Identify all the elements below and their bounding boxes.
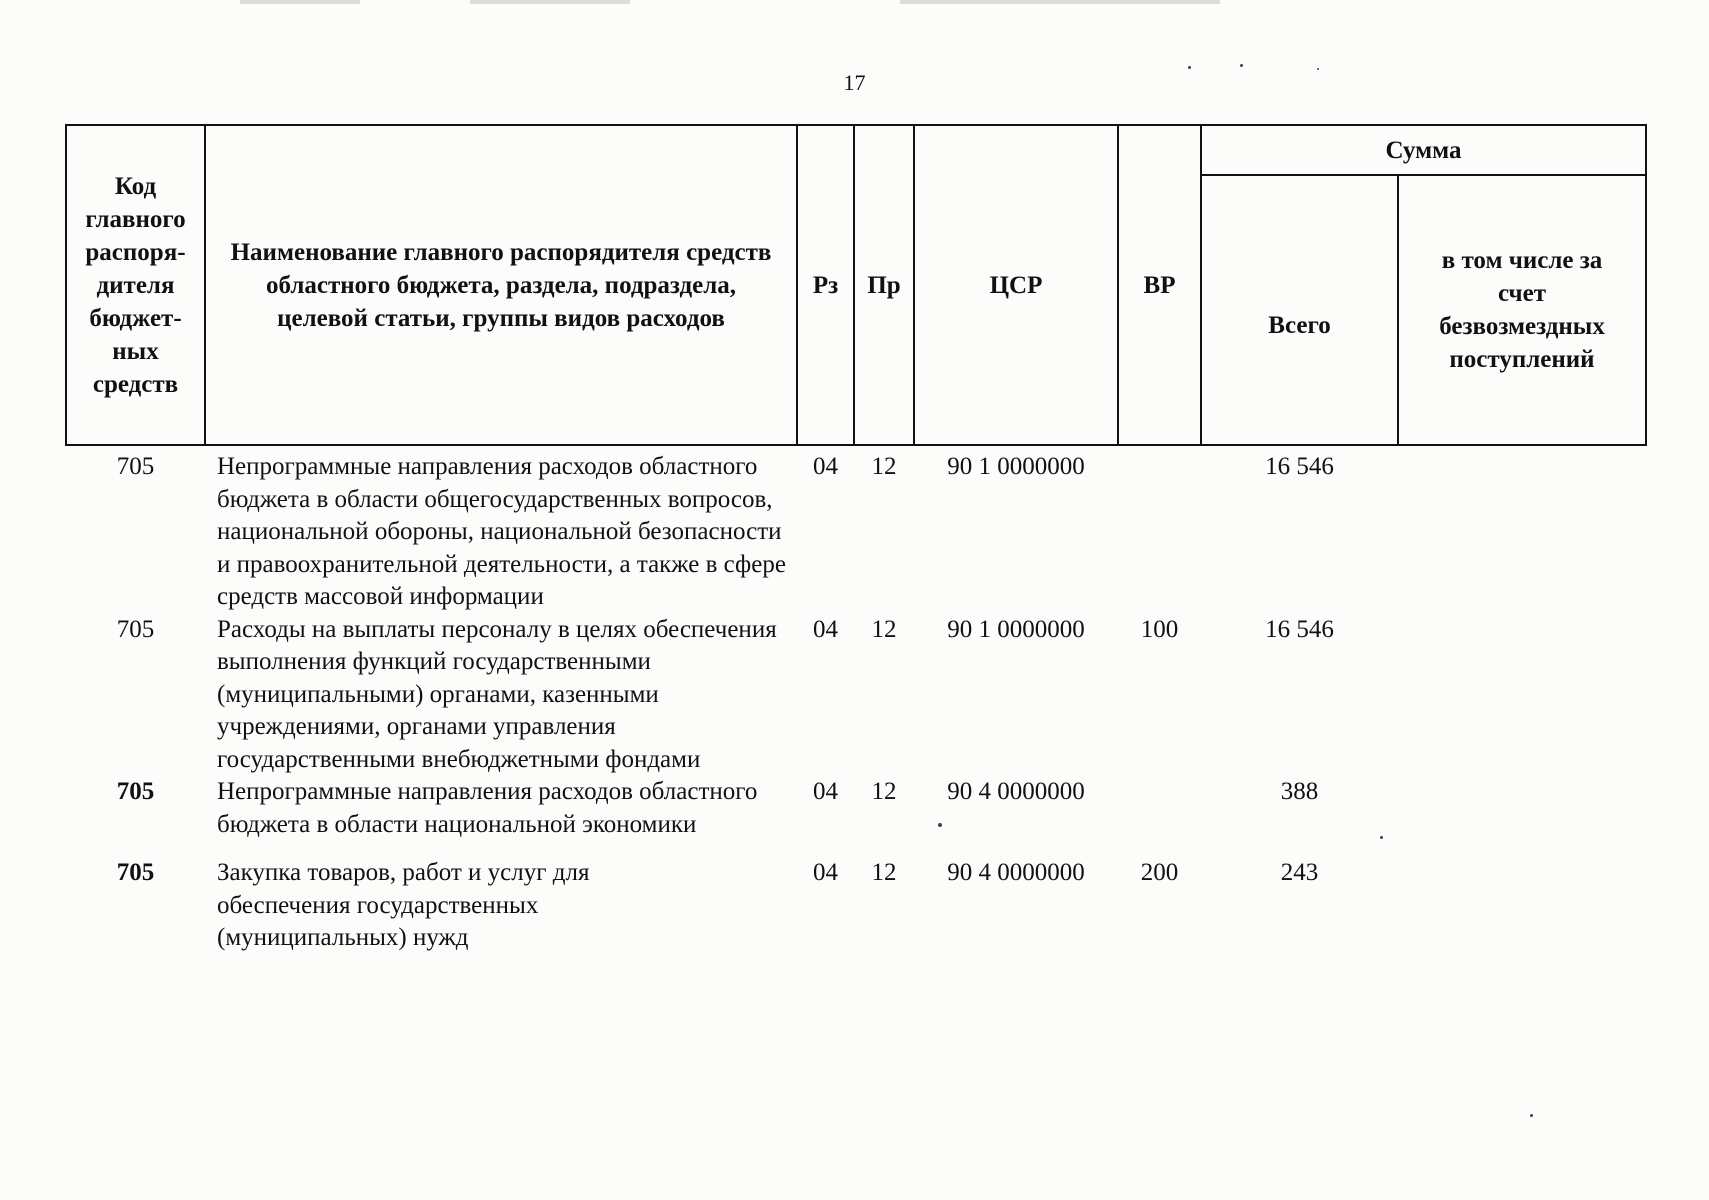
- scan-edge-left: [240, 0, 360, 4]
- row-incl: [1398, 776, 1646, 841]
- header-name: [205, 125, 797, 445]
- row-name-text: Непрограммные направления расходов областного бюджета в области общегосударственных вопросов, национальной обороны, национальной безопасности и правоохранительной деятельности, а также в сфере средств массовой информации: [217, 453, 786, 610]
- row-incl: [1398, 841, 1646, 955]
- table-row: [66, 445, 1646, 614]
- row-pr: 12: [871, 615, 897, 643]
- row-code: 705: [116, 615, 155, 643]
- row-vr: [1118, 776, 1201, 841]
- header-pr: [854, 125, 914, 445]
- table-body: [66, 445, 1646, 955]
- row-rz: 04: [813, 453, 838, 480]
- scan-speck: [1530, 1114, 1533, 1117]
- scan-edge-mid: [470, 0, 630, 4]
- row-code: 705: [116, 859, 155, 886]
- header-sum: [1201, 125, 1646, 175]
- scan-speck: [1188, 66, 1191, 69]
- row-name-text: Непрограммные направления расходов областного бюджета в области национальной экономики: [217, 778, 758, 838]
- row-vr: 200: [1140, 859, 1179, 886]
- header-csr-label: ЦСР: [989, 271, 1043, 299]
- row-name: [205, 614, 797, 777]
- row-pr: 12: [871, 778, 897, 805]
- row-name-text: Расходы на выплаты персоналу в целях обеспечения выполнения функций государственными (муниципальными) органами, казенными учреждениями, органами управления государственными внебюджетными фондами: [217, 615, 777, 773]
- scan-speck: [1240, 64, 1243, 67]
- header-vr-label: ВР: [1143, 271, 1176, 299]
- header-csr: [914, 125, 1118, 445]
- row-csr: 90 4 0000000: [947, 778, 1085, 805]
- table-row: [66, 614, 1646, 777]
- header-incl-label: в том числе за счет безвозмездных поступлений: [1439, 247, 1605, 373]
- row-pr: 12: [871, 859, 897, 886]
- row-csr: 90 1 0000000: [947, 453, 1085, 480]
- row-csr: 90 4 0000000: [947, 859, 1085, 886]
- row-vr: [1118, 445, 1201, 614]
- header-rz: [797, 125, 854, 445]
- row-total: 243: [1280, 859, 1319, 886]
- row-rz: 04: [813, 859, 838, 886]
- header-vr: [1118, 125, 1201, 445]
- header-code-label: Код главного распоря-дителя бюджет-ных средств: [85, 172, 186, 398]
- header-total: [1201, 175, 1398, 445]
- page-number: 17: [843, 70, 866, 95]
- header-total-label: Всего: [1268, 311, 1331, 339]
- row-code: 705: [116, 453, 155, 480]
- header-rz-label: Рз: [812, 271, 839, 299]
- header-pr-label: Пр: [867, 271, 901, 299]
- row-incl: [1398, 445, 1646, 614]
- row-pr: 12: [871, 453, 897, 480]
- row-csr: 90 1 0000000: [947, 615, 1085, 643]
- header-name-label: Наименование главного распорядителя средств областного бюджета, раздела, подраздела, целевой статьи, группы видов расходов: [230, 238, 772, 332]
- row-total: 388: [1280, 778, 1319, 805]
- header-incl: [1398, 175, 1646, 445]
- scan-edge-right: [900, 0, 1220, 4]
- row-rz: 04: [813, 778, 838, 805]
- row-name-text: Закупка товаров, работ и услуг для обеспечения государственных (муниципальных) нужд: [217, 859, 590, 951]
- header-row-top: [66, 125, 1646, 175]
- table-row: [66, 841, 1646, 955]
- header-sum-label: Сумма: [1385, 136, 1462, 164]
- row-incl: [1398, 614, 1646, 777]
- row-vr: 100: [1140, 615, 1179, 643]
- table-row: [66, 776, 1646, 841]
- row-rz: 04: [813, 615, 838, 643]
- row-name: [205, 841, 797, 955]
- table-header: [66, 125, 1646, 445]
- header-code: [66, 125, 205, 445]
- budget-table: [65, 124, 1647, 955]
- row-total: 16 546: [1265, 453, 1334, 480]
- row-code: 705: [116, 778, 155, 805]
- row-name: [205, 776, 797, 841]
- row-total: 16 546: [1265, 615, 1334, 643]
- row-name: [205, 445, 797, 614]
